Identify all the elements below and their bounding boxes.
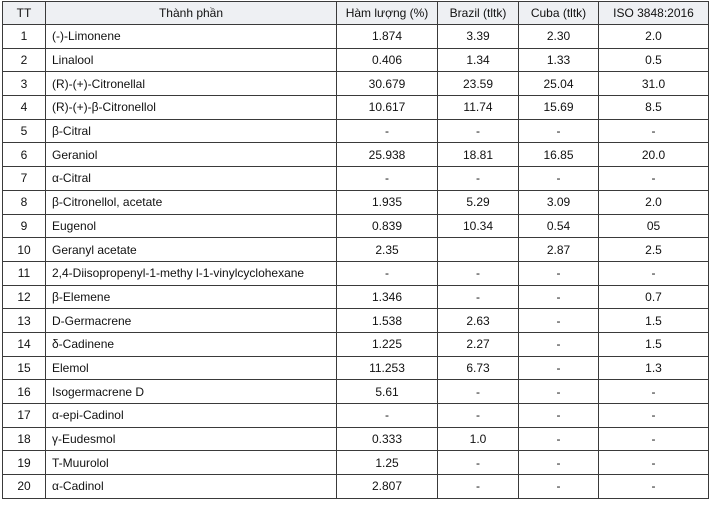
cell-brazil: 11.74 xyxy=(438,96,519,120)
cell-index: 13 xyxy=(3,309,46,333)
cell-content: 1.25 xyxy=(337,451,438,475)
cell-brazil: 2.27 xyxy=(438,332,519,356)
cell-iso: - xyxy=(599,451,709,475)
header-cell-tt: TT xyxy=(3,2,46,25)
cell-cuba: 0.54 xyxy=(519,214,599,238)
cell-component: (R)-(+)-β-Citronellol xyxy=(46,96,337,120)
cell-cuba: - xyxy=(519,475,599,499)
cell-iso: 05 xyxy=(599,214,709,238)
cell-content: 1.538 xyxy=(337,309,438,333)
cell-iso: 8.5 xyxy=(599,96,709,120)
cell-brazil: - xyxy=(438,167,519,191)
table-row xyxy=(3,380,709,404)
cell-brazil: - xyxy=(438,285,519,309)
cell-component: (R)-(+)-Citronellal xyxy=(46,72,337,96)
table-row xyxy=(3,214,709,238)
cell-content: 11.253 xyxy=(337,356,438,380)
cell-iso: 2.5 xyxy=(599,238,709,262)
cell-index: 5 xyxy=(3,119,46,143)
cell-index: 16 xyxy=(3,380,46,404)
cell-cuba: - xyxy=(519,309,599,333)
cell-index: 12 xyxy=(3,285,46,309)
cell-brazil: 1.34 xyxy=(438,48,519,72)
header-cell-cuba: Cuba (tltk) xyxy=(519,2,599,25)
cell-iso: - xyxy=(599,167,709,191)
cell-component: α-Cadinol xyxy=(46,475,337,499)
cell-cuba: - xyxy=(519,356,599,380)
cell-content: 2.35 xyxy=(337,238,438,262)
table-row xyxy=(3,356,709,380)
cell-component: β-Elemene xyxy=(46,285,337,309)
cell-brazil: 5.29 xyxy=(438,190,519,214)
cell-component: (-)-Limonene xyxy=(46,25,337,49)
cell-component: T-Muurolol xyxy=(46,451,337,475)
table-row xyxy=(3,309,709,333)
cell-component: δ-Cadinene xyxy=(46,332,337,356)
cell-cuba: - xyxy=(519,451,599,475)
cell-content: - xyxy=(337,119,438,143)
cell-iso: - xyxy=(599,427,709,451)
composition-table xyxy=(2,1,709,499)
cell-component: α-epi-Cadinol xyxy=(46,404,337,428)
cell-iso: 2.0 xyxy=(599,25,709,49)
cell-content: 25.938 xyxy=(337,143,438,167)
cell-brazil: - xyxy=(438,380,519,404)
cell-component: γ-Eudesmol xyxy=(46,427,337,451)
cell-index: 4 xyxy=(3,96,46,120)
cell-content: 2.807 xyxy=(337,475,438,499)
cell-iso: 31.0 xyxy=(599,72,709,96)
cell-cuba: 3.09 xyxy=(519,190,599,214)
cell-cuba: 1.33 xyxy=(519,48,599,72)
cell-iso: 20.0 xyxy=(599,143,709,167)
cell-cuba: - xyxy=(519,261,599,285)
header-cell-content: Hàm lượng (%) xyxy=(337,2,438,25)
cell-content: 5.61 xyxy=(337,380,438,404)
cell-index: 10 xyxy=(3,238,46,262)
cell-iso: - xyxy=(599,380,709,404)
table-row xyxy=(3,332,709,356)
cell-cuba: - xyxy=(519,404,599,428)
table-row xyxy=(3,96,709,120)
header-row xyxy=(3,2,709,25)
cell-brazil: 3.39 xyxy=(438,25,519,49)
cell-content: 1.935 xyxy=(337,190,438,214)
cell-content: 0.839 xyxy=(337,214,438,238)
table-row xyxy=(3,119,709,143)
table-row xyxy=(3,190,709,214)
cell-content: 1.225 xyxy=(337,332,438,356)
cell-index: 3 xyxy=(3,72,46,96)
table-row xyxy=(3,475,709,499)
cell-index: 17 xyxy=(3,404,46,428)
header-cell-component: Thành phần xyxy=(46,2,337,25)
cell-iso: - xyxy=(599,261,709,285)
cell-content: 0.333 xyxy=(337,427,438,451)
cell-index: 8 xyxy=(3,190,46,214)
cell-cuba: - xyxy=(519,285,599,309)
cell-content: - xyxy=(337,167,438,191)
cell-index: 7 xyxy=(3,167,46,191)
cell-index: 1 xyxy=(3,25,46,49)
cell-iso: - xyxy=(599,475,709,499)
cell-iso: - xyxy=(599,119,709,143)
cell-cuba: 25.04 xyxy=(519,72,599,96)
cell-brazil: 2.63 xyxy=(438,309,519,333)
cell-content: - xyxy=(337,404,438,428)
table-row xyxy=(3,261,709,285)
cell-cuba: - xyxy=(519,332,599,356)
cell-brazil: - xyxy=(438,451,519,475)
cell-index: 9 xyxy=(3,214,46,238)
cell-index: 6 xyxy=(3,143,46,167)
cell-component: Eugenol xyxy=(46,214,337,238)
table-row xyxy=(3,427,709,451)
cell-index: 20 xyxy=(3,475,46,499)
cell-cuba: 2.30 xyxy=(519,25,599,49)
cell-content: - xyxy=(337,261,438,285)
header-cell-brazil: Brazil (tltk) xyxy=(438,2,519,25)
cell-cuba: - xyxy=(519,427,599,451)
cell-index: 14 xyxy=(3,332,46,356)
table-row xyxy=(3,404,709,428)
cell-brazil: 6.73 xyxy=(438,356,519,380)
cell-cuba: - xyxy=(519,167,599,191)
cell-component: β-Citronellol, acetate xyxy=(46,190,337,214)
cell-index: 15 xyxy=(3,356,46,380)
cell-component: Geranyl acetate xyxy=(46,238,337,262)
table-row xyxy=(3,143,709,167)
cell-brazil: 18.81 xyxy=(438,143,519,167)
cell-iso: 0.7 xyxy=(599,285,709,309)
cell-cuba: 16.85 xyxy=(519,143,599,167)
table-row xyxy=(3,72,709,96)
cell-component: β-Citral xyxy=(46,119,337,143)
cell-component: Linalool xyxy=(46,48,337,72)
cell-iso: 1.3 xyxy=(599,356,709,380)
cell-iso: 0.5 xyxy=(599,48,709,72)
cell-brazil: 10.34 xyxy=(438,214,519,238)
cell-iso: - xyxy=(599,404,709,428)
cell-iso: 1.5 xyxy=(599,309,709,333)
cell-component: 2,4-Diisopropenyl-1-methy l-1-vinylcyclohexane xyxy=(46,261,337,285)
cell-component: Elemol xyxy=(46,356,337,380)
table-row xyxy=(3,285,709,309)
header-cell-iso: ISO 3848:2016 xyxy=(599,2,709,25)
cell-content: 1.346 xyxy=(337,285,438,309)
table-body xyxy=(3,25,709,499)
cell-content: 1.874 xyxy=(337,25,438,49)
cell-cuba: - xyxy=(519,119,599,143)
cell-brazil: 23.59 xyxy=(438,72,519,96)
cell-component: D-Germacrene xyxy=(46,309,337,333)
cell-component: Isogermacrene D xyxy=(46,380,337,404)
table-row xyxy=(3,25,709,49)
cell-brazil xyxy=(438,238,519,262)
cell-brazil: - xyxy=(438,119,519,143)
cell-brazil: 1.0 xyxy=(438,427,519,451)
table-row xyxy=(3,451,709,475)
cell-brazil: - xyxy=(438,261,519,285)
table-row xyxy=(3,48,709,72)
cell-component: Geraniol xyxy=(46,143,337,167)
cell-index: 18 xyxy=(3,427,46,451)
table-row xyxy=(3,238,709,262)
cell-content: 10.617 xyxy=(337,96,438,120)
cell-index: 19 xyxy=(3,451,46,475)
cell-component: α-Citral xyxy=(46,167,337,191)
cell-cuba: 15.69 xyxy=(519,96,599,120)
cell-content: 0.406 xyxy=(337,48,438,72)
cell-iso: 2.0 xyxy=(599,190,709,214)
cell-index: 2 xyxy=(3,48,46,72)
cell-cuba: 2.87 xyxy=(519,238,599,262)
cell-iso: 1.5 xyxy=(599,332,709,356)
cell-index: 11 xyxy=(3,261,46,285)
cell-brazil: - xyxy=(438,475,519,499)
cell-cuba: - xyxy=(519,380,599,404)
cell-brazil: - xyxy=(438,404,519,428)
cell-content: 30.679 xyxy=(337,72,438,96)
table-row xyxy=(3,167,709,191)
